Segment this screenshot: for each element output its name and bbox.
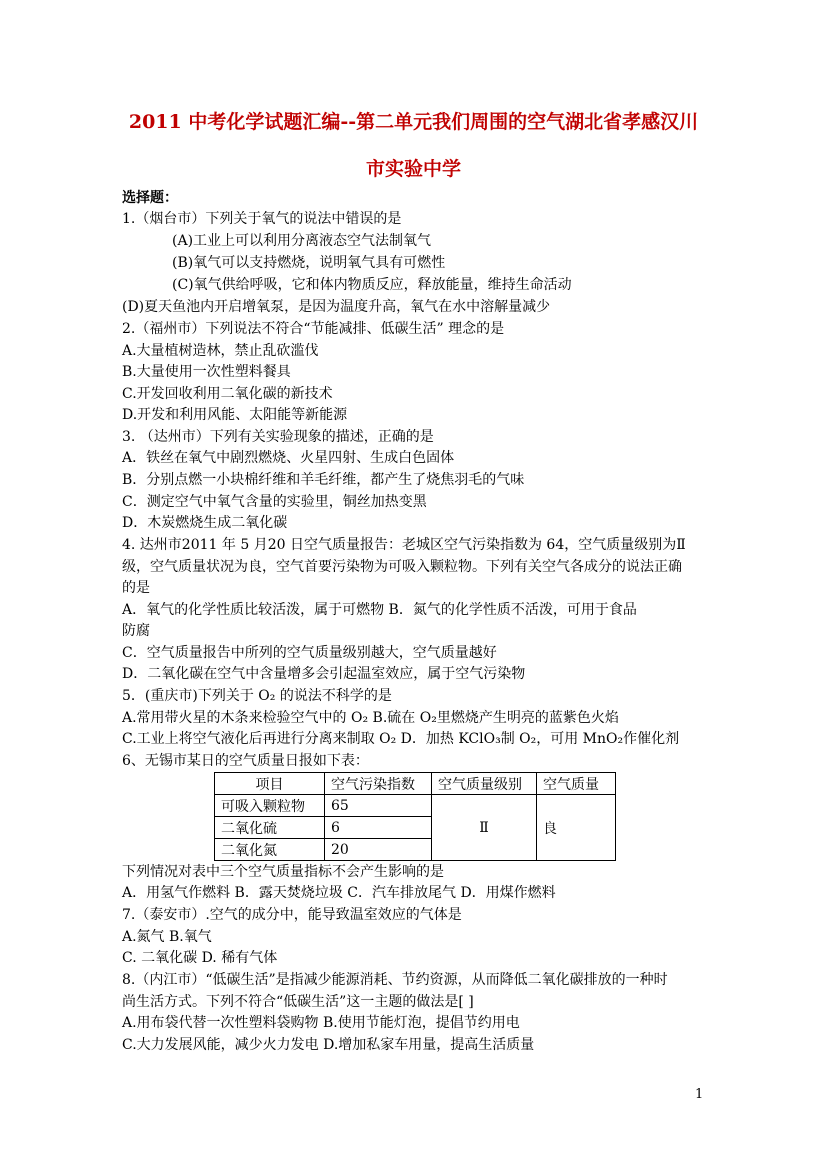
- question-1: 1.（烟台市）下列关于氧气的说法中错误的是: [122, 211, 402, 227]
- option-7ab: A.氮气 B.氧气: [122, 929, 212, 945]
- question-5: 5．(重庆市)下列关于 O₂ 的说法不科学的是: [122, 688, 392, 704]
- table-header-row: [215, 773, 616, 795]
- table-cell-item: 二氧化硫: [215, 817, 325, 839]
- question-6-prompt: 下列情况对表中三个空气质量指标不会产生影响的是: [122, 864, 444, 880]
- table-cell-index: 65: [325, 795, 432, 817]
- question-3: 3. （达州市）下列有关实验现象的描述，正确的是: [122, 429, 434, 445]
- option-1c: (C)氧气供给呼吸，它和体内物质反应，释放能量，维持生命活动: [172, 277, 572, 293]
- doc-title-line2: 市实验中学: [365, 158, 461, 180]
- table-cell-index: 6: [325, 817, 432, 839]
- option-4ab: A．氧气的化学性质比较活泼，属于可燃物 B．氮气的化学性质不活泼，可用于食品: [122, 602, 637, 618]
- option-5cd: C.工业上将空气液化后再进行分离来制取 O₂ D．加热 KClO₃制 O₂，可用 MnO₂作催化剂: [122, 731, 680, 747]
- option-4d: D．二氧化碳在空气中含量增多会引起温室效应，属于空气污染物: [122, 666, 526, 682]
- question-4-line2: 级，空气质量状况为良，空气首要污染物为可吸入颗粒物。下列有关空气各成分的说法正确: [122, 559, 682, 575]
- table-header: 项目: [215, 773, 325, 795]
- table-cell-index: 20: [325, 839, 432, 861]
- table-cell-level: Ⅱ: [432, 795, 537, 861]
- question-4-line3: 的是: [122, 580, 150, 596]
- option-3a: A．铁丝在氧气中剧烈燃烧、火星四射、生成白色固体: [122, 450, 455, 466]
- table-header: 空气质量: [537, 773, 616, 795]
- option-3d: D．木炭燃烧生成二氧化碳: [122, 515, 288, 531]
- option-1d: (D)夏天鱼池内开启增氧泵，是因为温度升高，氧气在水中溶解量减少: [122, 299, 551, 315]
- option-1a: (A)工业上可以利用分离液态空气法制氧气: [172, 233, 432, 249]
- question-4-line1: 4. 达州市2011 年 5 月20 日空气质量报告：老城区空气污染指数为 64，空气质量级别为Ⅱ: [122, 537, 686, 553]
- option-8ab: A.用布袋代替一次性塑料袋购物 B.使用节能灯泡，提倡节约用电: [122, 1015, 520, 1031]
- page-number: 1: [695, 1087, 704, 1102]
- table-header: 空气污染指数: [325, 773, 432, 795]
- question-2: 2.（福州市）下列说法不符合“节能减排、低碳生活” 理念的是: [122, 321, 505, 337]
- table-row: [215, 795, 616, 817]
- option-3b: B．分别点燃一小块棉纤维和羊毛纤维，都产生了烧焦羽毛的气味: [122, 472, 525, 488]
- question-8-line2: 尚生活方式。下列不符合“低碳生活”这一主题的做法是[ ]: [122, 994, 474, 1010]
- table-cell-quality: 良: [537, 795, 616, 861]
- option-4c: C．空气质量报告中所列的空气质量级别越大，空气质量越好: [122, 645, 497, 661]
- question-8-line1: 8.（内江市）“低碳生活”是指减少能源消耗、节约资源，从而降低二氧化碳排放的一种时: [122, 972, 668, 988]
- option-8cd: C.大力发展风能，减少火力发电 D.增加私家车用量，提高生活质量: [122, 1037, 535, 1053]
- table-cell-item: 二氧化氮: [215, 839, 325, 861]
- option-5ab: A.常用带火星的木条来检验空气中的 O₂ B.硫在 O₂里燃烧产生明亮的蓝紫色火焰: [122, 710, 619, 726]
- table-cell-item: 可吸入颗粒物: [215, 795, 325, 817]
- table-header: 空气质量级别: [432, 773, 537, 795]
- option-6-all: A．用氢气作燃料 B．露天焚烧垃圾 C．汽车排放尾气 D．用煤作燃料: [122, 885, 556, 901]
- option-2c: C.开发回收利用二氧化碳的新技术: [122, 386, 333, 402]
- option-4b-cont: 防腐: [122, 623, 150, 639]
- air-quality-table: [214, 772, 616, 861]
- doc-title-line1: 2011 中考化学试题汇编--第二单元我们周围的空气湖北省孝感汉川: [128, 111, 699, 133]
- section-heading: 选择题：: [122, 190, 178, 206]
- option-3c: C．测定空气中氧气含量的实验里，铜丝加热变黑: [122, 494, 427, 510]
- option-7cd: C. 二氧化碳 D. 稀有气体: [122, 950, 278, 966]
- option-1b: (B)氧气可以支持燃烧，说明氧气具有可燃性: [172, 255, 446, 271]
- question-6: 6、无锡市某日的空气质量日报如下表：: [122, 753, 369, 769]
- question-7: 7.（泰安市）.空气的成分中，能导致温室效应的气体是: [122, 907, 462, 923]
- option-2d: D.开发和利用风能、太阳能等新能源: [122, 407, 348, 423]
- option-2a: A.大量植树造林，禁止乱砍滥伐: [122, 343, 319, 359]
- option-2b: B.大量使用一次性塑料餐具: [122, 364, 291, 380]
